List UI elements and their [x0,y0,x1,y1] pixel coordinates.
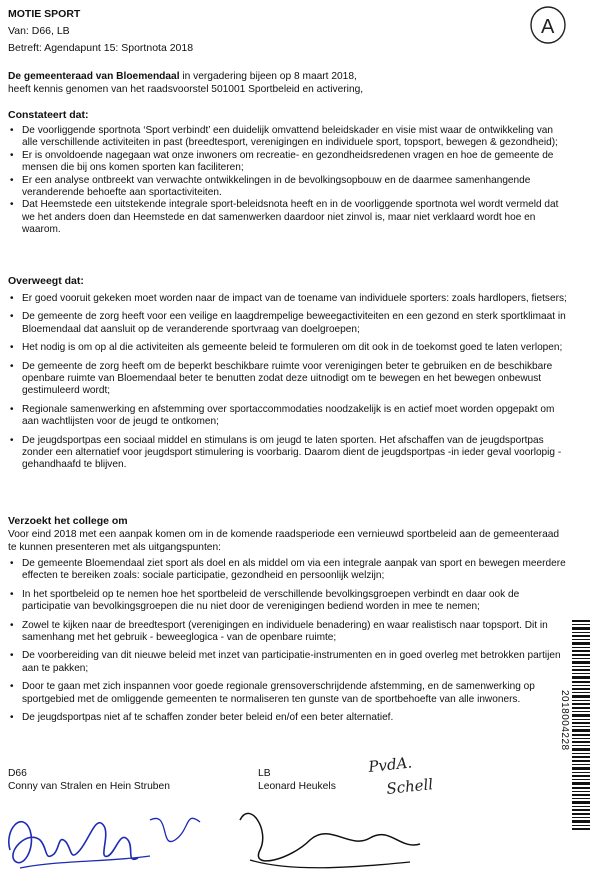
constateert-heading: Constateert dat: [8,109,89,121]
from-line: Van: D66, LB [8,25,70,37]
list-item: • Er een analyse ontbreekt van verwachte ontwikkelingen in de bevolkingsopbouw en de daarmee samenhangende veranderende behoefte aan sportactiviteiten. [10,174,531,199]
council-name: De gemeenteraad van Bloemendaal [8,71,180,82]
verzoekt-heading: Verzoekt het college om [8,515,128,527]
svg-text:PvdA.: PvdA. [367,753,413,776]
svg-text:Schell: Schell [385,775,434,798]
overweegt-list [8,293,568,472]
barcode-number: 2018004228 [559,690,570,751]
constateert-list [8,125,568,237]
verzoekt-list [8,558,568,724]
overweegt-heading: Overweegt dat: [8,275,84,287]
document-title: MOTIE SPORT [8,8,81,20]
intro-line2: heeft kennis genomen van het raadsvoorstel 501001 Sportbeleid en activering, [8,83,364,95]
list-item: • Door te gaan met zich inspannen voor goede regionale grensoverschrijdende afstemming, en de samenwerking op sportgebied met de omliggende gemeenten te normaliseren ten gunste van de sportbehoefte van alle inwoners. [10,681,535,705]
list-item: • Het nodig is om op al die activiteiten als gemeente beleid te formuleren om dit ook in de toekomst goed te laten verlopen; [10,342,563,354]
intro-paragraph [8,71,563,96]
list-item: • Zowel te kijken naar de breedtesport (verenigingen en individuele benadering) en waar realistisch naar topsport. Dit in samenhang met het gebruik - beweeglogica - van de openbare ruimte; [10,619,548,644]
handwritten-signature-right [230,790,430,888]
list-item: • De gemeente Bloemendaal ziet sport als doel en als middel om via een integrale aanpak van sport en bewegen meerdere effecten te bereiken zoals: sociale participatie, gezondheid en persoonlijk welzijn; [10,558,566,582]
signatory-names: Leonard Heukels [258,780,336,792]
stamp-letter: A [541,16,555,38]
subject-line: Betreft: Agendapunt 15: Sportnota 2018 [8,42,194,54]
list-item: • De voorliggende sportnota ‘Sport verbindt’ een duidelijk omvattend beleidskader en visie mist waar de ontwikkeling van alle verschillende activiteiten in past (breedtesport, verenigingen en individuele sport, topsport, bewegen & gezondheid); [10,125,558,149]
signatory-names: Conny van Stralen en Hein Struben [8,780,170,792]
intro-line1: in vergadering bijeen op 8 maart 2018, [179,71,357,82]
list-item: • Er goed vooruit gekeken moet worden naar de impact van de toename van individuele sporters: zoals hardlopers, fietsers; [10,293,567,304]
list-item: • De voorbereiding van dit nieuwe beleid met inzet van participatie-instrumenten en in goed overleg met betrokken partijen aan te pakken; [10,650,561,674]
verzoekt-intro: Voor eind 2018 met een aanpak komen om in de komende raadsperiode een vernieuwd sportbeleid aan de gemeenteraad te kunnen presenteren met als uitgangspunten: [8,529,560,553]
list-item: • De jeugdsportpas niet af te schaffen zonder beter beleid en/of een beter alternatief. [10,712,394,724]
party-label: D66 [8,768,27,779]
list-item: • De jeugdsportpas een sociaal middel en stimulans is om jeugd te laten sporten. Het afschaffen van de jeugdsportpas zonder een alternatief voor jeugdsport stimulering is voorbarig. Daarom dient de jeugdsportpas -in ieder geval voorlopig - gehandhaafd te blijven. [10,434,562,471]
handwritten-signature-left [0,790,230,888]
list-item: • Er is onvoldoende nagegaan wat onze inwoners om recreatie- en gezondheidsredenen vragen en hoe de gemeente de mensen die bij ons komen sporten kan faciliteren; [10,149,554,174]
circled-letter-stamp [528,4,568,46]
list-item: • De gemeente de zorg heeft voor een veilige en laagdrempelige beweegactiviteiten en een gezond en sterk sportklimaat in Bloemendaal dat aansluit op de veranderende sportvraag van doelgroepen; [10,311,566,335]
list-item: • Dat Heemstede een uitstekende integrale sport-beleidsnota heeft en in de voorliggende sportnota wel wordt vermeld dat we het anders doen dan Heemstede en dat samenwerken daardoor niet zinvol is, maar niet verklaard wordt hoe en waarom. [10,199,559,236]
list-item: • De gemeente de zorg heeft om de beperkt beschikbare ruimte voor verenigingen beter te gebruiken en de beschikbare openbare ruimte van Bloemendaal beter te benutten zodat deze uitnodigt om te bewegen en het bewegen onbewust gestimuleerd wordt; [10,360,553,397]
list-item: • Regionale samenwerking en afstemming over sportaccommodaties noodzakelijk is en actief moet worden opgepakt om aan wachtlijsten voor de jeugd te ontkomen; [10,403,555,428]
barcode [572,620,590,830]
party-label: LB [258,768,271,779]
list-item: • In het sportbeleid op te nemen hoe het sportbeleid de verschillende bevolkingsgroepen verbindt en daar ook de participatie van bevolkingsgroepen die nu niet door de verenigingen bediend worden in mee te nemen; [10,588,520,613]
